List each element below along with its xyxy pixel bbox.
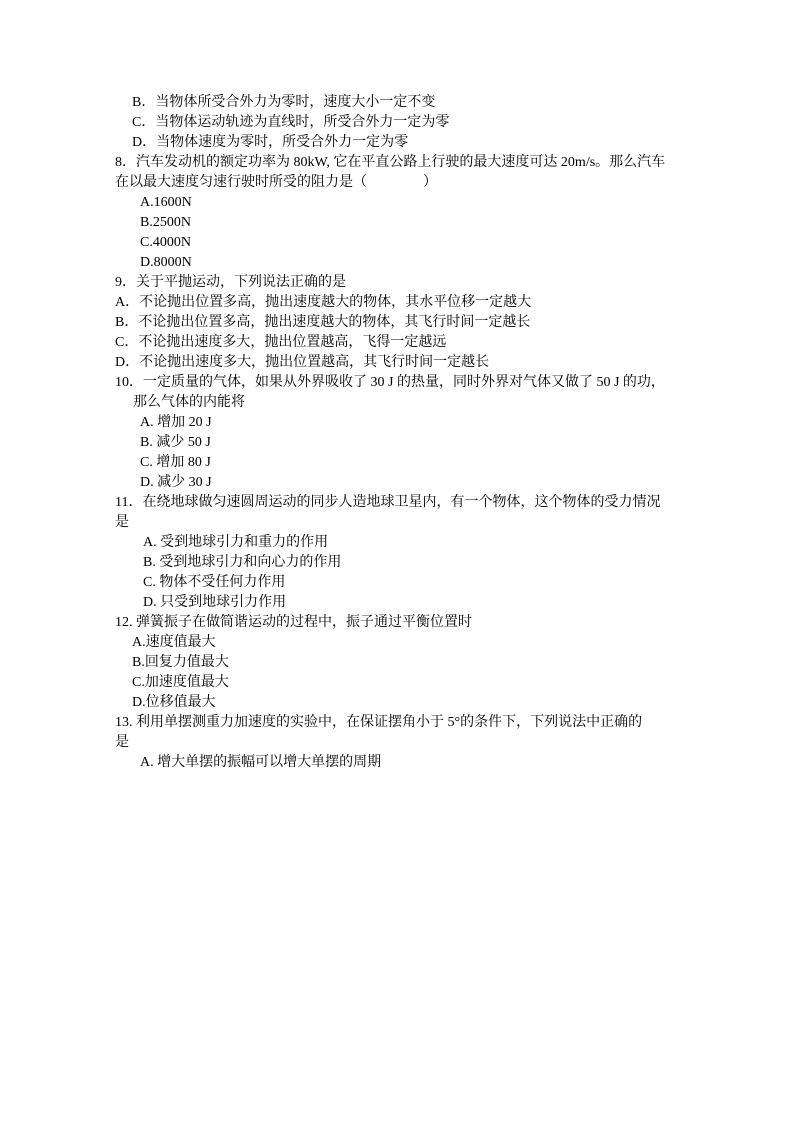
question-12-block — [115, 613, 699, 713]
q10-stem-line-1: 10．一定质量的气体，如果从外界吸收了 30 J 的热量，同时外界对气体又做了 50 J 的功， — [115, 375, 665, 390]
q10-option-b: B. 减少 50 J — [140, 435, 211, 450]
q12-stem-line-1: 12. 弹簧振子在做简谐运动的过程中，振子通过平衡位置时 — [115, 615, 472, 630]
q11-option-a: A. 受到地球引力和重力的作用 — [143, 535, 329, 550]
q9-option-a: A．不论抛出位置多高，抛出速度越大的物体，其水平位移一定越大 — [115, 295, 532, 310]
q9-option-b: B．不论抛出位置多高，抛出速度越大的物体，其飞行时间一定越长 — [115, 315, 531, 330]
q10-option-a: A. 增加 20 J — [140, 415, 212, 430]
q7-option-c: C．当物体运动轨迹为直线时，所受合外力一定为零 — [132, 115, 450, 130]
q13-stem-line-2: 是 — [115, 735, 129, 750]
q9-option-d: D．不论抛出速度多大，抛出位置越高，其飞行时间一定越长 — [115, 355, 490, 370]
q12-option-c: C.加速度值最大 — [132, 675, 229, 690]
question-11-block — [115, 493, 699, 613]
q12-option-b: B.回复力值最大 — [132, 655, 229, 670]
question-9-block — [115, 273, 699, 373]
q8-option-a: A.1600N — [140, 195, 192, 210]
q10-option-c: C. 增加 80 J — [140, 455, 211, 470]
q11-option-b: B. 受到地球引力和向心力的作用 — [143, 555, 342, 570]
q12-option-d: D.位移值最大 — [132, 695, 216, 710]
q11-stem-line-2: 是 — [115, 515, 129, 530]
q13-option-a: A. 增大单摆的振幅可以增大单摆的周期 — [140, 755, 382, 770]
q8-option-d: D.8000N — [140, 255, 192, 270]
q8-stem-line-2: 在以最大速度匀速行驶时所受的阻力是（ ） — [115, 175, 437, 190]
question-8-block — [115, 153, 699, 273]
q13-stem-line-1: 13. 利用单摆测重力加速度的实验中，在保证摆角小于 5°的条件下，下列说法中正确的 — [115, 715, 643, 730]
q12-option-a: A.速度值最大 — [132, 635, 216, 650]
q8-option-c: C.4000N — [140, 235, 191, 250]
q8-option-b: B.2500N — [140, 215, 191, 230]
q11-option-c: C. 物体不受任何力作用 — [143, 575, 286, 590]
q7-option-b: B．当物体所受合外力为零时，速度大小一定不变 — [132, 95, 436, 110]
q11-option-d: D. 只受到地球引力作用 — [143, 595, 287, 610]
q9-option-c: C．不论抛出速度多大，抛出位置越高，飞得一定越远 — [115, 335, 447, 350]
q8-stem-line-1: 8．汽车发动机的额定功率为 80kW, 它在平直公路上行驶的最大速度可达 20m/s。那么汽车 — [115, 155, 666, 170]
question-13-block — [115, 713, 699, 773]
question-10-block — [115, 373, 699, 493]
q10-option-d: D. 减少 30 J — [140, 475, 212, 490]
question-7-options-block — [115, 93, 699, 153]
q9-stem-line-1: 9．关于平抛运动，下列说法正确的是 — [115, 275, 346, 290]
q7-option-d: D．当物体速度为零时，所受合外力一定为零 — [132, 135, 409, 150]
q10-stem-line-2: 那么气体的内能将 — [133, 395, 245, 410]
q11-stem-line-1: 11．在绕地球做匀速圆周运动的同步人造地球卫星内，有一个物体，这个物体的受力情况 — [115, 495, 661, 510]
